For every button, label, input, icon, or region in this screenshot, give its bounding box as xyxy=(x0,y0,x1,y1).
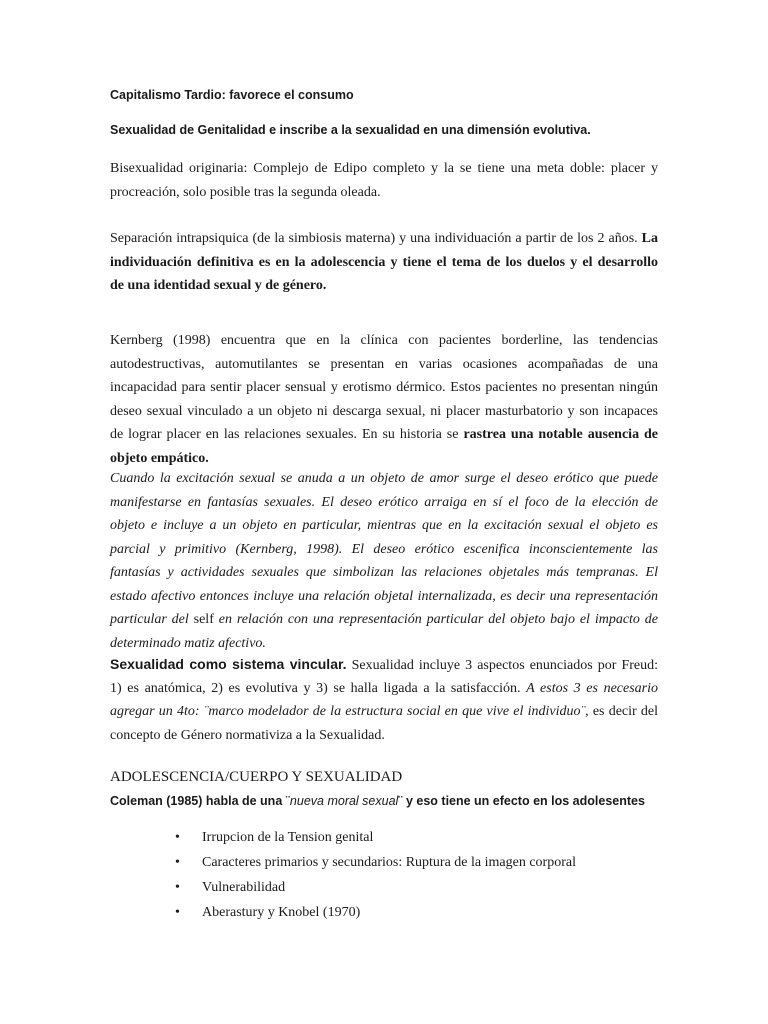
text-line xyxy=(110,700,658,724)
paragraph-sistema-vincular xyxy=(110,653,658,747)
text-run: de lograr placer en las relaciones sexuales. En su historia se xyxy=(110,427,459,442)
text-line xyxy=(110,608,658,632)
text-line: manifestarse en fantasías sexuales. El deseo erótico arraiga en sí el foco de la elección de xyxy=(110,494,658,510)
text-run: , es decir del xyxy=(585,704,658,719)
bold-text: La xyxy=(641,231,659,246)
text-run: Separación intrapsiquica (de la simbiosis materna) y una individuación a partir de los 2 años. xyxy=(110,231,638,246)
text-line: concepto de Género normativiza a la Sexualidad. xyxy=(110,727,385,743)
text-line: objeto empático. xyxy=(110,450,209,466)
heading-sexualidad-genitalidad: Sexualidad de Genitalidad e inscribe a la sexualidad en una dimensión evolutiva. xyxy=(110,123,591,137)
text-run: Sexualidad incluye 3 aspectos enunciados por Freud: xyxy=(351,658,659,673)
text-line xyxy=(110,677,658,701)
text-line: estado afectivo entonces incluye una relación objetal internalizada, es decir una representación xyxy=(110,588,658,604)
text-line: Bisexualidad originaria: Complejo de Edipo completo y la se tiene una meta doble: placer y xyxy=(110,161,658,176)
text-line: determinado matiz afectivo. xyxy=(110,635,266,651)
list-item xyxy=(175,830,675,855)
section-title: ADOLESCENCIA/CUERPO Y SEXUALIDAD xyxy=(110,769,403,785)
text-line xyxy=(110,227,658,251)
bullet-list xyxy=(175,830,675,930)
text-line: Cuando la excitación sexual se anuda a un objeto de amor surge el deseo erótico que puede xyxy=(110,471,658,486)
list-item xyxy=(175,855,675,880)
text-line: autodestructivas, automutilantes se presentan en varias ocasiones acompañadas de una xyxy=(110,356,658,372)
text-line: de una identidad sexual y de género. xyxy=(110,278,327,293)
text-line: parcial y primitivo (Kernberg, 1998). El deseo erótico escenifica inconscientemente las xyxy=(110,541,658,557)
text-line: incapacidad para sentir placer sensual y erotismo dérmico. Estos pacientes no presentan ningún xyxy=(110,380,658,395)
text-line: objeto e incluye a un objeto en particular, mientras que en la excitación sexual el objeto es xyxy=(110,518,658,533)
list-item-text: Caracteres primarios y secundarios: Ruptura de la imagen corporal xyxy=(202,855,576,870)
text-run: en relación con una representación particular del objeto bajo el impacto de xyxy=(218,612,659,627)
text-line: fantasías y actividades sexuales que simbolizan las relaciones objetales más tempranas. El xyxy=(110,565,658,580)
paragraph-bisexualidad xyxy=(110,157,658,204)
list-item-text: Vulnerabilidad xyxy=(202,880,286,895)
paragraph-separacion xyxy=(110,227,658,298)
paragraph-deseo-erotico xyxy=(110,467,658,655)
text-line: individuación definitiva es en la adolescencia y tiene el tema de los duelos y el desarrollo xyxy=(110,254,658,270)
bullet-icon: • xyxy=(175,905,180,920)
bold-text: rastrea una notable ausencia de xyxy=(463,427,659,442)
paragraph-kernberg xyxy=(110,329,658,470)
bold-text: Sexualidad como sistema vincular. xyxy=(110,656,347,672)
text-line: deseo sexual vinculado a un objeto ni descarga sexual, ni placer masturbatorio y son incapaces xyxy=(110,403,658,419)
coleman-line xyxy=(110,794,645,808)
text-line xyxy=(110,423,658,447)
italic-text: agregar un 4to: ¨marco modelador de la estructura social en que vive el individuo¨ xyxy=(110,704,586,719)
text-run: particular del xyxy=(110,612,189,627)
italic-text: A estos 3 es necesario xyxy=(526,680,658,696)
bullet-icon: • xyxy=(175,880,180,895)
text-line: procreación, solo posible tras la segunda oleada. xyxy=(110,184,381,200)
list-item xyxy=(175,880,675,905)
text-run: 1) es anatómica, 2) es evolutiva y 3) se halla ligada a la satisfacción. xyxy=(110,680,521,696)
list-item xyxy=(175,905,675,930)
self-term: self xyxy=(193,612,214,627)
italic-text: nueva moral sexual xyxy=(289,794,399,808)
bullet-icon: • xyxy=(175,830,180,845)
text-run: ¨ y eso tiene un efecto en los adolesentes xyxy=(398,794,645,808)
bullet-icon: • xyxy=(175,855,180,870)
list-item-text: Aberastury y Knobel (1970) xyxy=(202,905,361,920)
text-run: Coleman (1985) habla de una ¨ xyxy=(110,794,290,808)
list-item-text: Irrupcion de la Tension genital xyxy=(202,830,374,845)
text-line xyxy=(110,653,658,677)
text-line: Kernberg (1998) encuentra que en la clínica con pacientes borderline, las tendencias xyxy=(110,333,658,348)
heading-capitalismo: Capitalismo Tardio: favorece el consumo xyxy=(110,88,354,102)
